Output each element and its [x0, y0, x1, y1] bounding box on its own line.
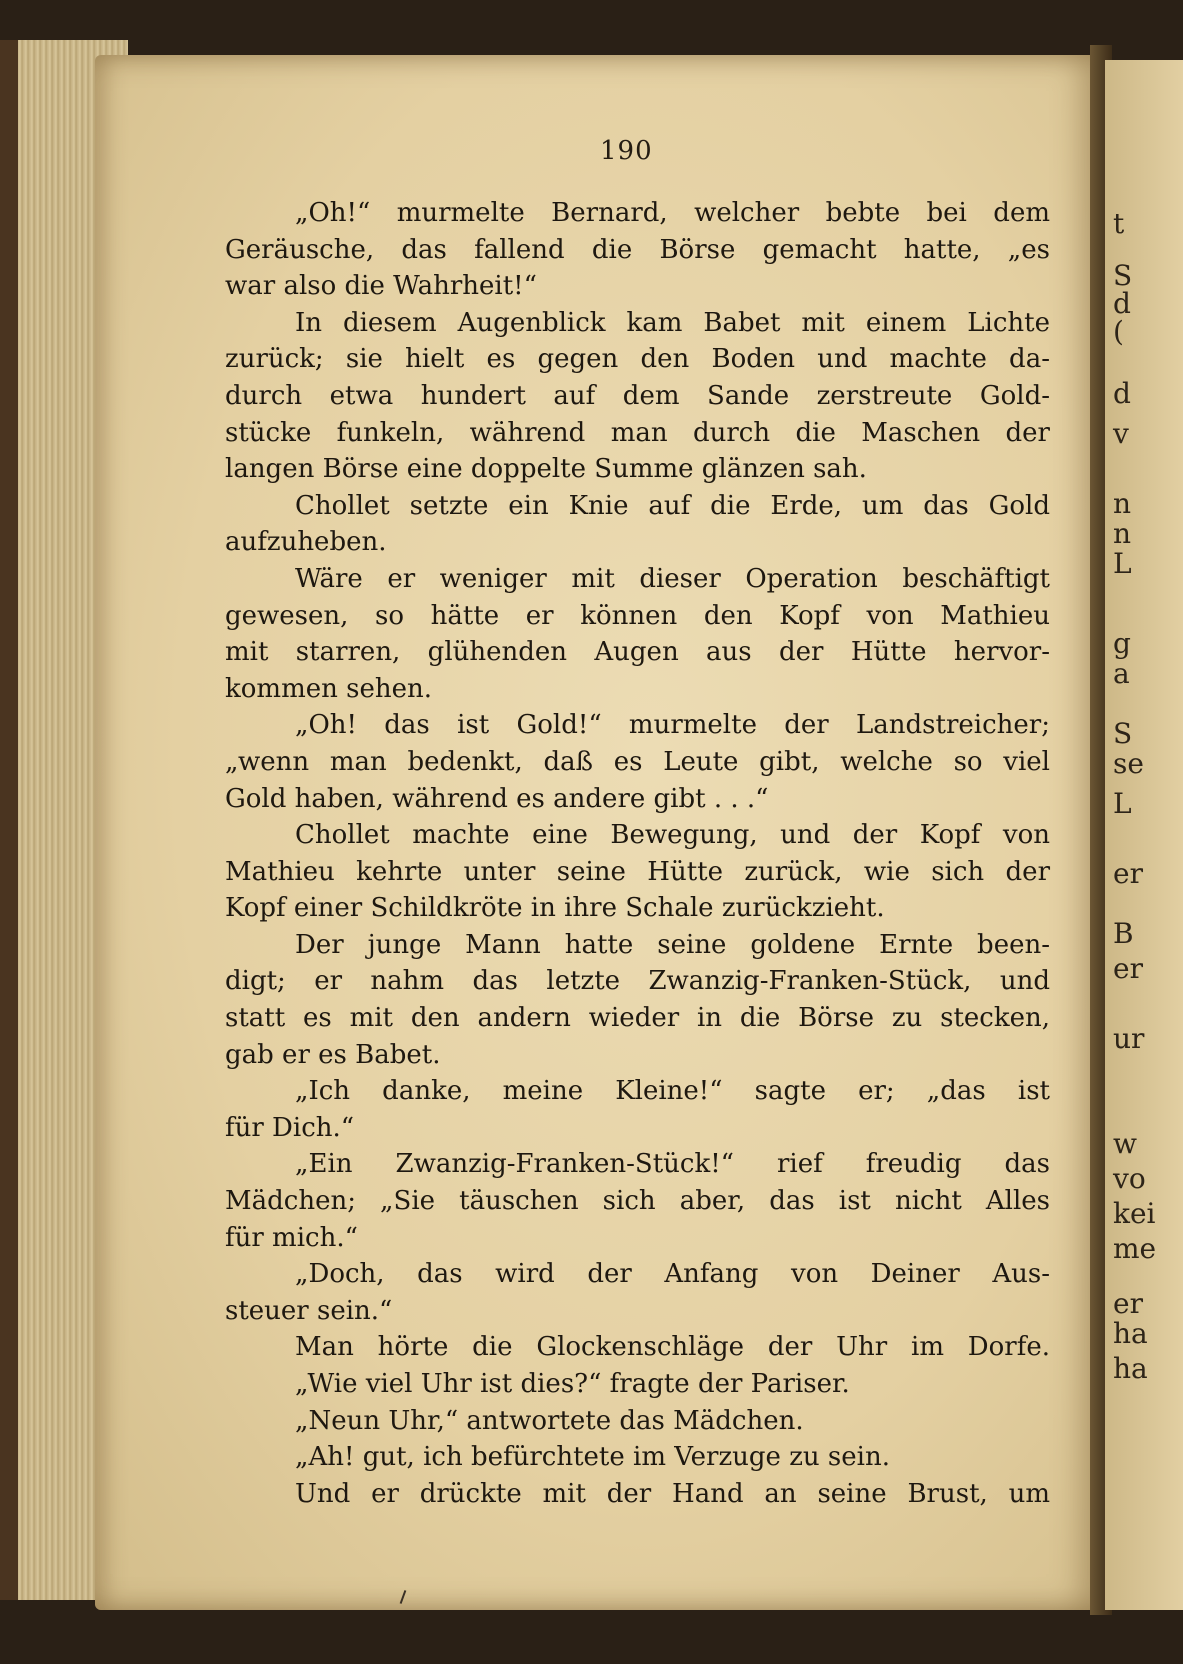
text-line: Gold haben, während es andere gibt . . .“	[225, 783, 769, 814]
facing-page-fragment: g	[1113, 627, 1131, 660]
facing-page-fragment: L	[1113, 547, 1132, 580]
text-line: „Ah! gut, ich befürchtete im Verzuge zu sein.	[295, 1442, 890, 1473]
facing-page-fragment: v	[1113, 417, 1129, 450]
facing-page-fragment: B	[1113, 917, 1134, 950]
facing-page-fragment: a	[1113, 657, 1130, 690]
text-line: kommen sehen.	[225, 673, 432, 704]
facing-page-fragment: kei	[1113, 1197, 1156, 1230]
text-line: statt es mit den andern wieder in die Börse zu stecken,	[225, 1003, 1050, 1034]
facing-page-fragment: L	[1113, 787, 1132, 820]
facing-page-fragment: ha	[1113, 1352, 1148, 1385]
text-line: zurück; sie hielt es gegen den Boden und machte da-	[225, 344, 1050, 375]
text-line: durch etwa hundert auf dem Sande zerstreute Gold-	[225, 380, 1050, 411]
text-line: Kopf einer Schildkröte in ihre Schale zurückzieht.	[225, 893, 885, 924]
facing-page-fragment: er	[1113, 857, 1143, 890]
facing-page-fragment: w	[1113, 1127, 1137, 1160]
text-line: langen Börse eine doppelte Summe glänzen sah.	[225, 454, 867, 485]
text-line: „Wie viel Uhr ist dies?“ fragte der Pariser.	[295, 1369, 850, 1399]
facing-page-fragment: ur	[1113, 1022, 1145, 1055]
text-line: digt; er nahm das letzte Zwanzig-Franken-Stück, und	[225, 966, 1050, 997]
facing-page-fragment: S	[1113, 717, 1133, 750]
facing-page	[1105, 60, 1183, 1610]
text-line: aufzuheben.	[225, 527, 387, 558]
facing-page-fragment: se	[1113, 747, 1144, 780]
page-text	[225, 195, 1050, 1512]
text-line: für Dich.“	[225, 1112, 355, 1143]
text-line: Und er drückte mit der Hand an seine Brust, um	[295, 1478, 1050, 1509]
text-line: „Ein Zwanzig-Franken-Stück!“ rief freudig das	[295, 1149, 1050, 1180]
text-line: Der junge Mann hatte seine goldene Ernte been-	[295, 929, 1050, 960]
text-line: Man hörte die Glockenschläge der Uhr im Dorfe.	[295, 1332, 1050, 1363]
text-line: Chollet setzte ein Knie auf die Erde, um das Gold	[295, 490, 1050, 521]
text-line: Wäre er weniger mit dieser Operation beschäftigt	[295, 563, 1050, 594]
text-line: In diesem Augenblick kam Babet mit einem Lichte	[295, 307, 1050, 338]
text-line: gewesen, so hätte er können den Kopf von Mathieu	[225, 600, 1050, 631]
facing-page-fragment: n	[1113, 487, 1132, 520]
facing-page-fragment: vo	[1113, 1162, 1146, 1195]
facing-page-fragment: d	[1113, 287, 1131, 320]
facing-page-fragment: er	[1113, 952, 1143, 985]
facing-page-fragment: t	[1113, 207, 1125, 240]
text-line: „wenn man bedenkt, daß es Leute gibt, welche so viel	[225, 746, 1050, 777]
text-line: „Oh! das ist Gold!“ murmelte der Landstreicher;	[295, 710, 1050, 741]
text-line: war also die Wahrheit!“	[225, 271, 537, 302]
text-line: mit starren, glühenden Augen aus der Hütte hervor-	[225, 637, 1050, 668]
page-number: 190	[600, 136, 653, 166]
text-line: gab er es Babet.	[225, 1039, 441, 1070]
text-line: „Ich danke, meine Kleine!“ sagte er; „das ist	[295, 1076, 1050, 1107]
text-line: Mathieu kehrte unter seine Hütte zurück, wie sich der	[225, 856, 1050, 887]
facing-page-fragment: me	[1113, 1232, 1157, 1265]
facing-page-fragment: (	[1113, 315, 1124, 348]
text-line: „Neun Uhr,“ antwortete das Mädchen.	[295, 1405, 804, 1436]
facing-page-fragment: S	[1113, 259, 1133, 292]
text-line: „Oh!“ murmelte Bernard, welcher bebte bei dem	[295, 198, 1050, 228]
facing-page-fragment: ha	[1113, 1317, 1148, 1350]
facing-page-fragment: er	[1113, 1287, 1143, 1320]
text-line: Geräusche, das fallend die Börse gemacht hatte, „es	[225, 234, 1050, 265]
text-line: Mädchen; „Sie täuschen sich aber, das ist nicht Alles	[225, 1186, 1050, 1217]
text-line: steuer sein.“	[225, 1295, 393, 1326]
facing-page-fragment: n	[1113, 517, 1132, 550]
text-line: „Doch, das wird der Anfang von Deiner Aus-	[295, 1259, 1050, 1290]
text-line: stücke funkeln, während man durch die Maschen der	[225, 417, 1050, 448]
text-line: Chollet machte eine Bewegung, und der Kopf von	[295, 820, 1050, 851]
facing-page-fragment: d	[1113, 377, 1131, 410]
text-line: für mich.“	[225, 1222, 358, 1253]
